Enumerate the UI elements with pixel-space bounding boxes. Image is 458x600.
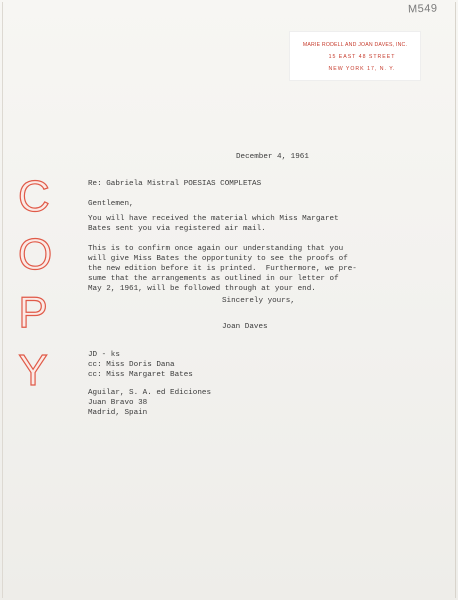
paragraph-line: will give Miss Bates the opportunity to see the proofs of	[88, 255, 348, 263]
addressee-block	[88, 388, 211, 418]
signer-name: Joan Daves	[222, 323, 268, 331]
paragraph-1	[88, 214, 339, 234]
paragraph-line: You will have received the material which Miss Margaret	[88, 215, 339, 223]
letterhead-company: MARIE RODELL AND JOAN DAVES, INC.	[302, 42, 408, 48]
copy-stamp	[18, 168, 53, 400]
letterhead-street: 15 EAST 48 STREET	[328, 54, 396, 60]
paragraph-line: This is to confirm once again our understanding that you	[88, 245, 344, 253]
archive-number: M549	[407, 2, 438, 16]
paragraph-line: sume that the arrangements as outlined in our letter of	[88, 275, 339, 283]
addressee-line: Juan Bravo 38	[88, 399, 148, 407]
cc-line: cc: Miss Margaret Bates	[88, 371, 193, 379]
paragraph-line: the new edition before it is printed. Furthermore, we pre-	[88, 265, 357, 273]
cc-line: cc: Miss Doris Dana	[88, 361, 175, 369]
closing: Sincerely yours,	[222, 297, 295, 305]
copy-stamp-letter: O	[18, 230, 53, 279]
paragraph-line: May 2, 1961, will be followed through at your end.	[88, 285, 316, 293]
addressee-line: Madrid, Spain	[88, 409, 148, 417]
addressee-line: Aguilar, S. A. ed Ediciones	[88, 389, 212, 397]
reference-initials: JD - ks	[88, 351, 120, 359]
copy-stamp-letter: C	[18, 172, 50, 221]
re-line: Re: Gabriela Mistral POESIAS COMPLETAS	[88, 180, 262, 188]
letter-date: December 4, 1961	[236, 153, 309, 161]
copy-stamp-letter: Y	[18, 346, 48, 395]
letterhead-label	[290, 32, 420, 80]
copy-stamp-letter: P	[18, 288, 48, 337]
reference-block	[88, 350, 193, 380]
paragraph-2	[88, 244, 357, 294]
salutation: Gentlemen,	[88, 200, 134, 208]
letterhead-city: NEW YORK 17, N. Y.	[328, 66, 396, 72]
paragraph-line: Bates sent you via registered air mail.	[88, 225, 266, 233]
